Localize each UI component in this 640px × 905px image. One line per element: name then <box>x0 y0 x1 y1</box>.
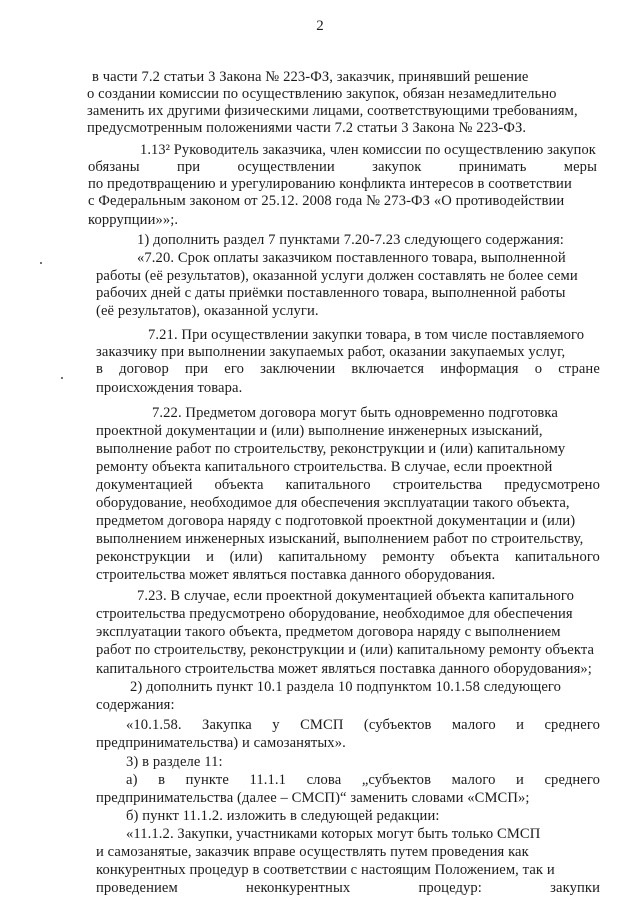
word: Закупка <box>202 717 252 734</box>
word: процедур: <box>418 880 482 896</box>
text-line <box>126 717 600 734</box>
word: в <box>96 361 103 378</box>
word: информация <box>440 361 519 378</box>
word: 11.1.1 <box>249 771 287 788</box>
word: в <box>158 771 166 788</box>
text-line: заменить их другими физическими лицами, соответствующими требованиям, <box>87 103 578 119</box>
word: и <box>516 717 525 734</box>
word: и <box>516 771 524 788</box>
text-line: 7.22. Предметом договора могут быть одновременно подготовка <box>152 404 558 421</box>
word: реконструкции <box>96 549 191 566</box>
word: «10.1.58. <box>126 717 182 734</box>
word: капитальному <box>278 549 367 566</box>
word: обязаны <box>88 159 140 176</box>
text-line: 3) в разделе 11: <box>126 753 223 770</box>
word: проведением <box>96 880 178 896</box>
scan-speck <box>40 262 42 264</box>
word: пункте <box>185 771 229 788</box>
text-line: в части 7.2 статьи 3 Закона № 223-ФЗ, заказчик, принявший решение <box>92 68 529 85</box>
word: включается <box>351 361 425 378</box>
word: договор <box>119 361 169 378</box>
text-line: капитального строительства может являться поставка данного оборудования»; <box>96 660 592 677</box>
text-line: выполнением инженерных изысканий, выполнением работ по строительству, <box>96 531 584 548</box>
text-line: содержания: <box>96 696 175 713</box>
text-line: «11.1.2. Закупки, участниками которых могут быть только СМСП <box>126 825 541 842</box>
word: меры <box>563 159 597 176</box>
text-line: оборудование, необходимое для обеспечения эксплуатации такого объекта, <box>96 495 570 512</box>
word: осуществлении <box>237 159 335 176</box>
text-line <box>96 361 600 378</box>
text-line: по предотвращению и урегулированию конфликта интересов в соответствии <box>88 176 572 193</box>
text-line: «7.20. Срок оплаты заказчиком поставленного товара, выполненной <box>137 250 566 267</box>
word: объекта <box>214 477 264 494</box>
word: закупок <box>372 159 422 176</box>
word: капитального <box>514 549 600 566</box>
text-line <box>126 772 600 789</box>
text-line: конкурентных процедур в соответствии с настоящим Положением, так и <box>96 861 555 878</box>
text-line <box>96 477 600 494</box>
text-line: с Федеральным законом от 25.12. 2008 года № 273-ФЗ «О противодействии <box>88 193 565 210</box>
text-line: б) пункт 11.1.2. изложить в следующей редакции: <box>126 807 440 824</box>
word: строительства <box>392 477 483 494</box>
text-line: проектной документации и (или) выполнение инженерных изысканий, <box>96 422 543 439</box>
word: заключении <box>260 361 336 378</box>
text-line: выполнение работ по строительству, реконструкции и (или) капитальному <box>96 440 566 457</box>
text-line: о создании комиссии по осуществлению закупок, обязан незамедлительно <box>87 85 557 102</box>
word: а) <box>126 771 138 788</box>
text-line: рабочих дней с даты приёмки поставленного товара, выполненной работы <box>96 284 566 301</box>
word: о <box>534 361 543 378</box>
word: и <box>206 549 214 566</box>
text-line: ремонту объекта капитального строительства. В случае, если проектной <box>96 459 553 475</box>
text-line <box>96 549 600 566</box>
word: предусмотрено <box>504 477 600 494</box>
word: малого <box>451 771 496 788</box>
word: при <box>176 159 201 176</box>
text-line: работы (её результатов), оказанной услуги должен составлять не более семи <box>96 267 578 284</box>
text-line: работ по строительству, реконструкции и (или) капитальному ремонту объекта <box>96 642 595 659</box>
text-line: предметом договора наряду с подготовкой проектной документации и (или) <box>96 513 576 530</box>
word: ремонту <box>382 549 435 566</box>
text-line: (её результатов), оказанной услуги. <box>96 302 319 319</box>
text-line: 1) дополнить раздел 7 пунктами 7.20-7.23 следующего содержания: <box>137 232 564 249</box>
text-line: эксплуатации такого объекта, предметом договора наряду с выполнением <box>96 624 561 641</box>
text-line: 7.21. При осуществлении закупки товара, в том числе поставляемого <box>148 327 585 344</box>
word: среднего <box>544 717 600 734</box>
text-line: предусмотренным положениями части 7.2 статьи 3 Закона № 223-ФЗ. <box>87 120 527 137</box>
text-line <box>96 880 600 897</box>
word: (субъектов <box>363 717 432 734</box>
word: неконкурентных <box>246 880 351 896</box>
word: стране <box>558 361 600 378</box>
text-line: предпринимательства) и самозанятых». <box>96 735 346 752</box>
word: малого <box>451 717 496 734</box>
text-line <box>88 159 597 176</box>
text-line: и самозанятые, заказчик вправе осуществлять путем проведения как <box>96 843 529 860</box>
word: „субъектов <box>361 771 432 788</box>
text-line: коррупции»»;. <box>88 212 179 229</box>
word: слова <box>306 771 342 788</box>
word: принимать <box>458 159 527 176</box>
word: при <box>184 361 209 378</box>
word: закупки <box>550 880 600 896</box>
text-line: 7.23. В случае, если проектной документацией объекта капитального <box>137 588 575 605</box>
word: среднего <box>544 771 600 788</box>
word: (или) <box>229 549 263 566</box>
word: СМСП <box>300 717 344 734</box>
word: документацией <box>96 477 193 494</box>
text-line: происхождения товара. <box>96 380 243 397</box>
word: его <box>224 361 244 378</box>
text-line: строительства предусмотрено оборудование, необходимое для обеспечения <box>96 606 573 623</box>
word: у <box>272 717 280 734</box>
scan-speck <box>61 377 63 379</box>
text-line: 1.13² Руководитель заказчика, член комиссии по осуществлению закупок <box>140 141 596 158</box>
text-line: 2) дополнить пункт 10.1 раздела 10 подпунктом 10.1.58 следующего <box>130 678 562 695</box>
text-line: предпринимательства (далее – СМСП)“ заменить словами «СМСП»; <box>96 789 530 806</box>
word: объекта <box>450 549 500 566</box>
word: капитального <box>285 477 371 494</box>
text-line: строительства может являться поставка данного оборудования. <box>96 567 496 584</box>
text-line: заказчику при выполнении закупаемых работ, оказании закупаемых услуг, <box>96 344 566 361</box>
page-number: 2 <box>316 18 324 34</box>
